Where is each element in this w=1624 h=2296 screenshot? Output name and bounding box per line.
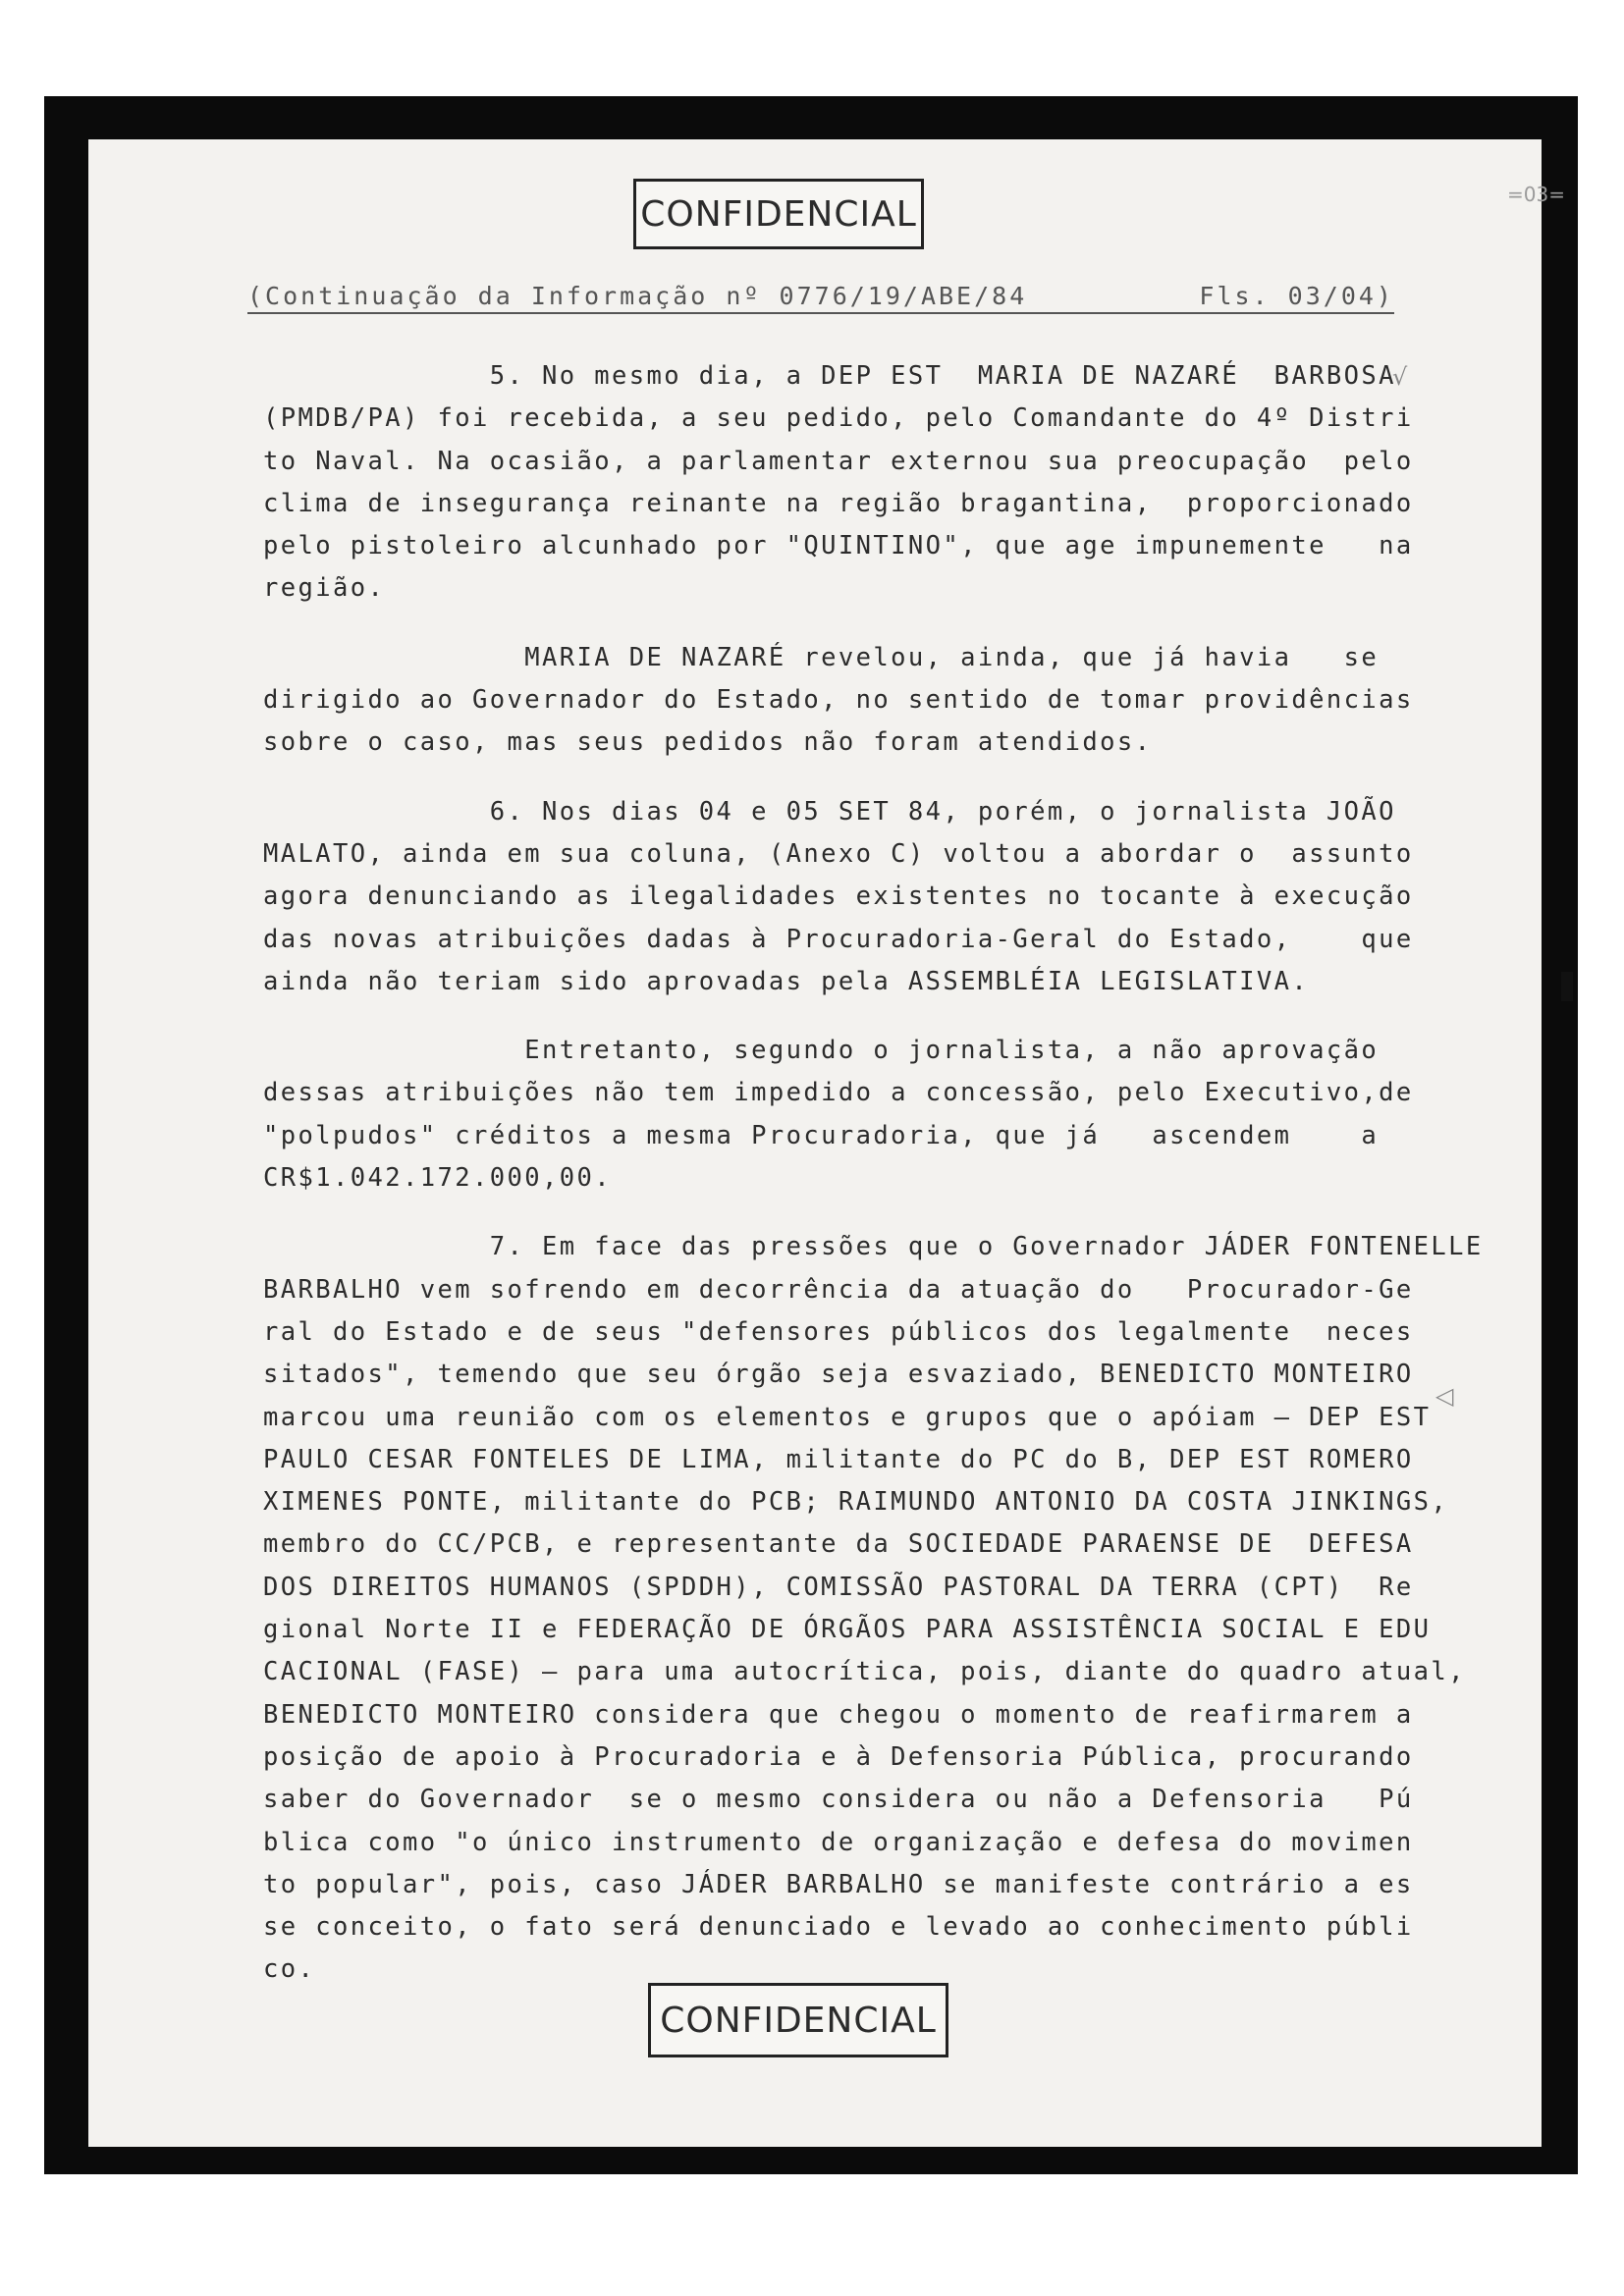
header-reference: (Continuação da Informação nº 0776/19/ABE/84 — [247, 282, 1028, 310]
paragraph-line: "polpudos" créditos a mesma Procuradoria, que já ascendem a — [263, 1120, 1380, 1150]
paragraph-line: pelo pistoleiro alcunhado por "QUINTINO", que age impunemente na — [263, 531, 1414, 561]
paragraph-line: região. — [263, 573, 386, 604]
paragraph-line: CACIONAL (FASE) — para uma autocrítica, pois, diante do quadro atual, — [263, 1657, 1466, 1687]
paragraph-line: MALATO, ainda em sua coluna, (Anexo C) voltou a abordar o assunto — [263, 838, 1414, 869]
paragraph-line: MARIA DE NAZARÉ revelou, ainda, que já havia se — [263, 642, 1380, 672]
paragraph-line: sobre o caso, mas seus pedidos não foram atendidos. — [263, 727, 1153, 758]
page-reference: =03= — [1507, 183, 1565, 206]
margin-check-mark: √ — [1392, 363, 1408, 391]
paragraph-gap — [263, 765, 1390, 791]
paragraph-line: posição de apoio à Procuradoria e à Defensoria Pública, procurando — [263, 1741, 1414, 1772]
paragraph-line: PAULO CESAR FONTELES DE LIMA, militante do PC do B, DEP EST ROMERO — [263, 1444, 1414, 1474]
paragraph-line: gional Norte II e FEDERAÇÃO DE ÓRGÃOS PARA ASSISTÊNCIA SOCIAL E EDU — [263, 1615, 1432, 1645]
paragraph-line: marcou uma reunião com os elementos e grupos que o apóiam — DEP EST — [263, 1402, 1432, 1432]
paragraph-line: se conceito, o fato será denunciado e levado ao conhecimento públi — [263, 1912, 1414, 1943]
paragraph-line: sitados", temendo que seu órgão seja esvaziado, BENEDICTO MONTEIRO — [263, 1360, 1414, 1390]
continuation-header — [247, 283, 1394, 314]
paragraph-line: BENEDICTO MONTEIRO considera que chegou o momento de reafirmarem a — [263, 1699, 1414, 1730]
paragraph-line: 7. Em face das pressões que o Governador JÁDER FONTENELLE — [263, 1232, 1484, 1262]
paragraph-line: to popular", pois, caso JÁDER BARBALHO se manifeste contrário a es — [263, 1869, 1414, 1899]
paragraph-gap — [263, 1200, 1390, 1226]
paragraph-line: agora denunciando as ilegalidades existentes no tocante à execução — [263, 881, 1414, 912]
paragraph-line: to Naval. Na ocasião, a parlamentar externou sua preocupação pelo — [263, 446, 1414, 476]
document-body — [263, 355, 1484, 1992]
paragraph-gap — [263, 611, 1390, 637]
paragraph-line: clima de insegurança reinante na região bragantina, proporcionado — [263, 488, 1414, 518]
header-folio: Fls. 03/04) — [1199, 282, 1394, 310]
paragraph-line: dessas atribuições não tem impedido a concessão, pelo Executivo,de — [263, 1078, 1414, 1108]
confidential-stamp-bottom: CONFIDENCIAL — [648, 1983, 948, 2057]
paragraph-line: das novas atribuições dadas à Procuradoria-Geral do Estado, que — [263, 924, 1414, 954]
paragraph-line: CR$1.042.172.000,00. — [263, 1163, 613, 1194]
paragraph-line: ral do Estado e de seus "defensores públicos dos legalmente neces — [263, 1316, 1414, 1347]
paragraph-line: blica como "o único instrumento de organização e defesa do movimen — [263, 1827, 1414, 1857]
paragraph-line: dirigido ao Governador do Estado, no sentido de tomar providências — [263, 685, 1414, 716]
paragraph-line: (PMDB/PA) foi recebida, a seu pedido, pelo Comandante do 4º Distri — [263, 403, 1414, 434]
paragraph-line: 6. Nos dias 04 e 05 SET 84, porém, o jornalista JOÃO — [263, 796, 1396, 827]
margin-arrow-mark: ◁ — [1435, 1382, 1454, 1410]
paragraph-line: co. — [263, 1954, 316, 1985]
paragraph-line: DOS DIREITOS HUMANOS (SPDDH), COMISSÃO PASTORAL DA TERRA (CPT) Re — [263, 1572, 1414, 1602]
paragraph-line: XIMENES PONTE, militante do PCB; RAIMUNDO ANTONIO DA COSTA JINKINGS, — [263, 1487, 1449, 1518]
paragraph-line: saber do Governador se o mesmo considera ou não a Defensoria Pú — [263, 1785, 1414, 1815]
confidential-stamp-top: CONFIDENCIAL — [633, 179, 924, 249]
paragraph-gap — [263, 1003, 1390, 1030]
scan-edge-artifact — [1561, 972, 1573, 1001]
paragraph-line: membro do CC/PCB, e representante da SOCIEDADE PARAENSE DE DEFESA — [263, 1529, 1414, 1560]
paragraph-line: ainda não teriam sido aprovadas pela ASSEMBLÉIA LEGISLATIVA. — [263, 966, 1310, 996]
paragraph-line: Entretanto, segundo o jornalista, a não aprovação — [263, 1036, 1380, 1066]
paragraph-line: BARBALHO vem sofrendo em decorrência da atuação do Procurador-Ge — [263, 1274, 1414, 1305]
paragraph-line: 5. No mesmo dia, a DEP EST MARIA DE NAZARÉ BARBOSA — [263, 361, 1396, 391]
